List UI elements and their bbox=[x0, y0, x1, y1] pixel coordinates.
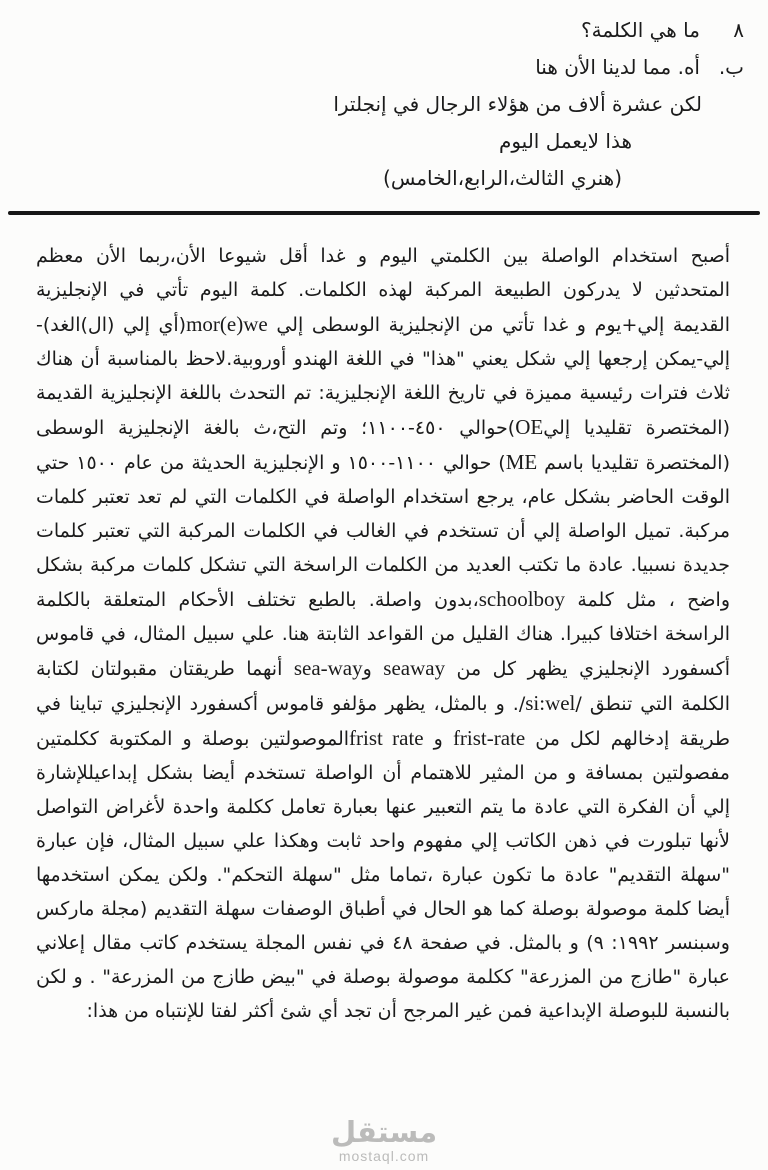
arabic-run: و bbox=[362, 658, 384, 680]
item-b-marker: ب. bbox=[718, 55, 744, 79]
latin-term: frist-rate bbox=[452, 726, 526, 750]
main-paragraph bbox=[36, 239, 730, 1028]
excerpt-item-b bbox=[0, 49, 744, 86]
item-number: ٨ bbox=[733, 18, 744, 42]
excerpt-item-8 bbox=[0, 12, 744, 49]
latin-term: frist rate bbox=[349, 726, 424, 750]
arabic-run: ،بدون واصلة. بالطبع تختلف الأحكام المتعلقة بالكلمة الراسخة اختلافا كبيرا. هناك القليل من القواعد الثابتة هنا. علي سبيل المثال، في قاموس أكسفورد الإنجليزي يظهر كل من bbox=[36, 589, 730, 680]
latin-term: OE bbox=[515, 415, 544, 439]
quote-line: (هنري الثالث،الرابع،الخامس) bbox=[383, 166, 622, 190]
latin-term: seaway bbox=[383, 656, 446, 680]
excerpt-block bbox=[0, 0, 768, 197]
section-divider bbox=[8, 211, 760, 215]
item-question: ما هي الكلمة؟ bbox=[581, 18, 700, 42]
watermark-site: mostaql.com bbox=[338, 1148, 430, 1164]
arabic-run: أنهما طريقتان مقبولتان لكتابة الكلمة التي تنطق / bbox=[36, 658, 730, 715]
arabic-run: أصبح استخدام الواصلة بين الكلمتي اليوم و غدا أقل شيوعا الأن،ربما الأن معظم المتحدثين لا يدركون الطبيعة المركبة لهذه الكلمات. كلمة اليوم تأتي في الإنجليزية القديمة إلي+يوم و غدا تأتي من الإنجليزية الوسطى إلي bbox=[36, 245, 730, 336]
latin-term: schoolboy bbox=[478, 587, 566, 611]
arabic-run: (أي إلي (ال)الغد)-إلي-يمكن إرجعها إلي شكل يعني "هذا" في اللغة الهندو أوروبية.لاحظ بالمناسبة أن هناك ثلاث فترات رئيسية مميزة في تاريخ اللغة الإنجليزية: تم التحدث باللغة الإنجليزية القديمة (المختصرة تقليديا إلي bbox=[36, 314, 730, 439]
watermark bbox=[331, 1116, 437, 1164]
latin-term: mor(e)we bbox=[186, 312, 268, 336]
watermark-logo: مستقل bbox=[330, 1115, 438, 1149]
item-b-text: أه. مما لدينا الأن هنا bbox=[535, 55, 700, 79]
latin-term: ME bbox=[505, 450, 538, 474]
arabic-run: /. و بالمثل، يظهر مؤلفو قاموس أكسفورد الإنجليزي تباينا في طريقة إدخالهم لكل من bbox=[36, 693, 730, 750]
latin-term: sea-way bbox=[293, 656, 363, 680]
arabic-run: الموصولتين بوصلة و المكتوبة ككلمتين مفصولتين بمسافة و من المثير للاهتمام أن الواصلة تستخدم أيضا بشكل إبداعيللإشارة إلي أن الفكرة التي عادة ما يتم التعبير عنها بعبارة تعامل ككلمة واحدة لأغراض التواصل لأنها تبلورت في ذهن الكاتب إلي مفهوم واحد ثابت وهكذا علي سبيل المثال، فإن عبارة "سهلة التقديم" عادة ما تكون عبارة ،تماما مثل "سهلة التحكم". ولكن يمكن استخدمها أيضا كلمة موصولة بوصلة كما هو الحال في أطباق الوصفات سهلة التقديم (مجلة ماركس وسبنسر ١٩٩٢: ٩) و بالمثل. في صفحة ٤٨ في نفس المجلة يستخدم كاتب مقال إعلاني عبارة "طازج من المزرعة" ككلمة موصولة بوصلة في "بيض طازج من المزرعة" . و لكن بالنسبة للبوصلة الإبداعية فمن غير المرجح أن تجد أي شئ أكثر لفتا للإنتباه من هذا: bbox=[36, 728, 730, 1022]
quote-line: هذا لايعمل اليوم bbox=[498, 129, 632, 153]
arabic-run: و bbox=[423, 728, 453, 750]
arabic-run: )حوالي ٤٥٠-١١٠٠؛ وتم التح،ث بالغة الإنجليزية الوسطى (المختصرة تقليديا باسم bbox=[36, 417, 730, 474]
latin-term: si:wel bbox=[525, 691, 576, 715]
arabic-run: ) حوالي ١١٠٠-١٥٠٠ و الإنجليزية الحديثة من عام ١٥٠٠ حتي الوقت الحاضر بشكل عام، يرجع استخدام الواصلة في الكلمات التي لم تعد تعتبر كلمات مركبة. تميل الواصلة إلي أن تستخدم في الغالب في الكلمات المركبة التي تعتبر كلمات جديدة نسبيا. عادة ما تكتب العديد من الكلمات الراسخة التي تشكل كلمات مركبة بشكل واضح ، مثل كلمة bbox=[36, 452, 730, 611]
quote-line: لكن عشرة ألاف من هؤلاء الرجال في إنجلترا bbox=[333, 92, 702, 116]
